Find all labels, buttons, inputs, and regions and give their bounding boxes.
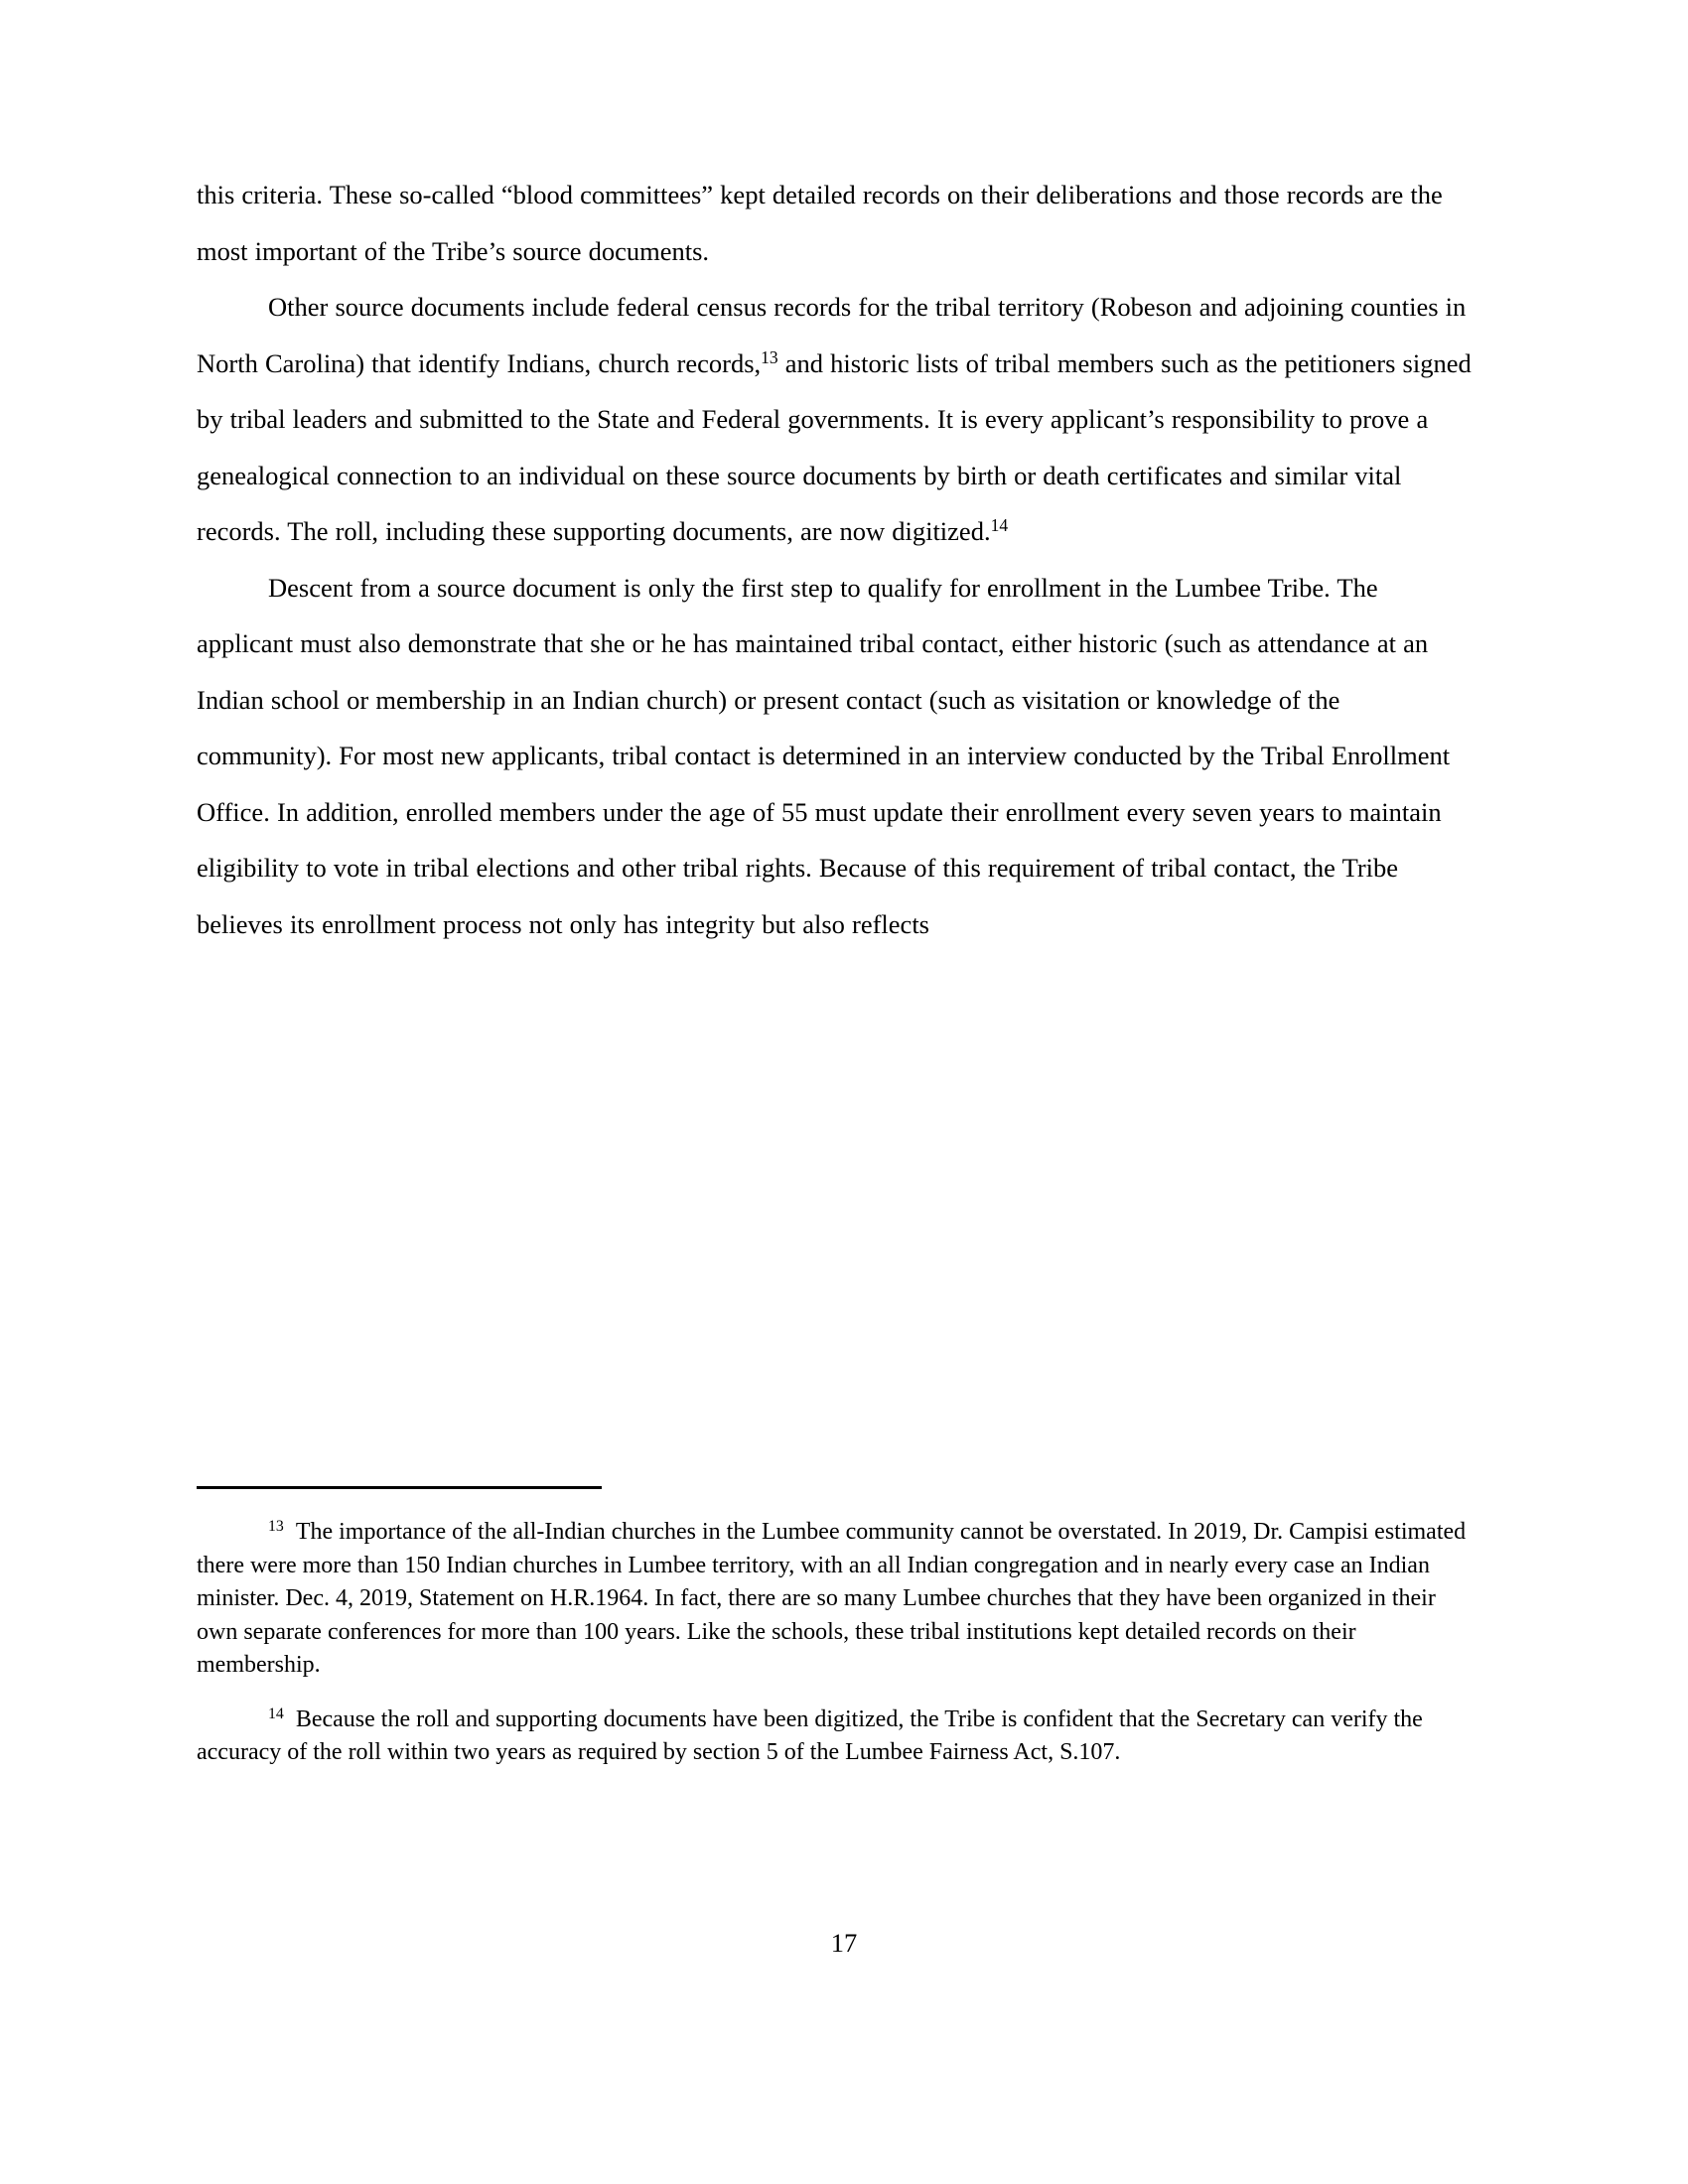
paragraph-3-text: Descent from a source document is only the first step to qualify for enrollment in the Lumbee Tribe. The applicant must also demonstrate that she or he has maintained tribal contact, either historic (such as attendance at an Indian school or membership in an Indian church) or present contact (such as visitation or knowledge of the community). For most new applicants, tribal contact is determined in an interview conducted by the Tribal Enrollment Office. In addition, enrolled members under the age of 55 must update their enrollment every seven years to maintain eligibility to vote in tribal elections and other tribal rights. Because of this requirement of tribal contact, the Tribe believes its enrollment process not only has integrity but also reflects [197, 572, 1451, 939]
footnote-separator-rule [197, 1486, 602, 1489]
paragraph-2-text-part-1: Other source documents include federal census records for the tribal territory (Robeson and adjoining counties in North Carolina) that identify Indians, church records, [197, 292, 1467, 378]
footnote-14 [197, 1704, 1479, 1770]
paragraph-1-text: this criteria. These so-called “blood committees” kept detailed records on their deliberations and those records are the most important of the Tribe’s source documents. [197, 180, 1443, 266]
body-text-block [197, 167, 1479, 952]
footnote-reference-14[interactable]: 14 [990, 514, 1009, 535]
footnote-14-marker: 14 [268, 1705, 284, 1722]
footnote-14-text: Because the roll and supporting documents have been digitized, the Tribe is confident that the Secretary can verify the accuracy of the roll within two years as required by section 5 of the Lumbee Fairness Act, S.107. [197, 1706, 1423, 1765]
paragraph-2-text-part-2: and historic lists of tribal members such as the petitioners signed by tribal leaders and submitted to the State and Federal governments. It is every applicant’s responsibility to prove a genealogical connection to an individual on these source documents by birth or death certificates and similar vital records. The roll, including these supporting documents, are now digitized. [197, 347, 1472, 546]
footnote-13 [197, 1516, 1479, 1683]
footnote-13-text: The importance of the all-Indian churches in the Lumbee community cannot be overstated. In 2019, Dr. Campisi estimated there were more than 150 Indian churches in Lumbee territory, with an all Indian congregation and in nearly every case an Indian minister. Dec. 4, 2019, Statement on H.R.1964. In fact, there are so many Lumbee churches that they have been organized in their own separate conferences for more than 100 years. Like the schools, these tribal institutions kept detailed records on their membership. [197, 1519, 1467, 1678]
footnote-reference-13[interactable]: 13 [761, 346, 778, 367]
paragraph-3 [197, 560, 1479, 953]
paragraph-2 [197, 279, 1479, 560]
footnotes-block [197, 1516, 1479, 1770]
footnote-13-marker: 13 [268, 1517, 284, 1535]
page-number: 17 [830, 1928, 858, 1958]
paragraph-1 [197, 167, 1479, 279]
